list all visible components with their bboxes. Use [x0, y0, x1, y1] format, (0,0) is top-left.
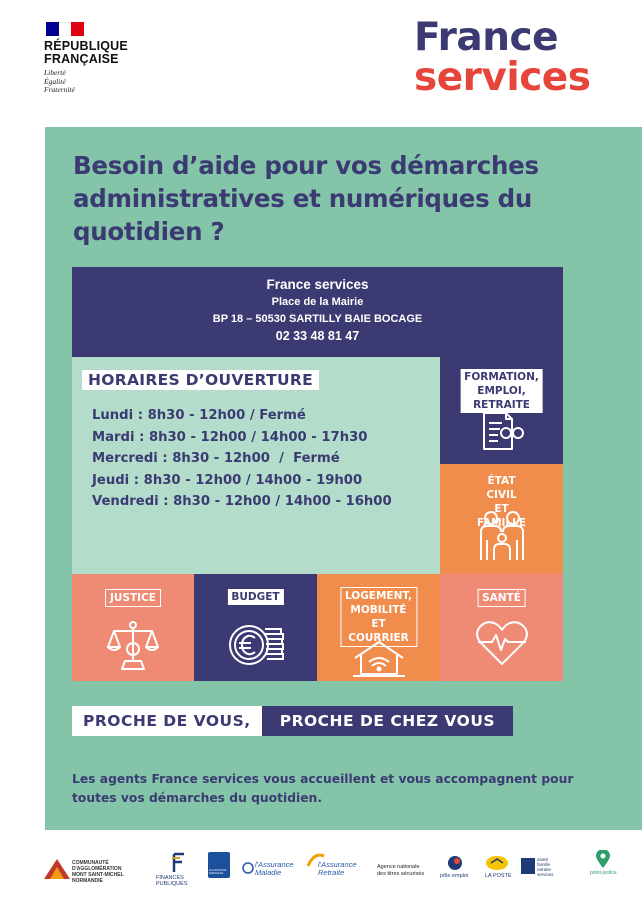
- brand-france: France: [414, 15, 559, 60]
- service-label-formation: FORMATION, EMPLOI, RETRAITE: [460, 369, 543, 413]
- contact-phone: 02 33 48 81 47: [275, 329, 360, 343]
- service-tile-etat-civil: [440, 464, 563, 574]
- hours-line: Mercredi : 8h30 - 12h00 / Fermé: [92, 451, 340, 466]
- hours-line: Vendredi : 8h30 - 12h00 / 14h00 - 16h00: [92, 494, 392, 509]
- partner-pe-text: pôle emploi: [440, 873, 469, 879]
- brand-services: services: [414, 55, 591, 100]
- partner-ants: [377, 848, 435, 888]
- opening-hours-title: HORAIRES D’OUVERTURE: [82, 370, 319, 390]
- partner-ar-text: l'Assurance Retraite: [318, 860, 357, 877]
- service-label-logement: LOGEMENT, MOBILITÉ ET COURRIER: [340, 587, 417, 647]
- family-icon: [477, 510, 527, 562]
- slogan-part-1: PROCHE DE VOUS,: [72, 706, 262, 736]
- service-tile-sante: [440, 574, 563, 681]
- partner-la-poste: [481, 848, 515, 888]
- document-glasses-icon: [478, 409, 526, 453]
- hours-line: Lundi : 8h30 - 12h00 / Fermé: [92, 408, 306, 423]
- service-tile-budget: [194, 574, 317, 681]
- partner-pj-text: point-justice: [590, 870, 617, 876]
- mont-saint-michel-logo-icon: [44, 857, 70, 879]
- partner-ants-text: Agence nationale des titres sécurisés: [377, 864, 425, 877]
- point-justice-icon: [596, 850, 610, 868]
- opening-hours-box: [72, 357, 440, 574]
- heart-pulse-icon: [474, 620, 530, 666]
- france-services-logo: [414, 15, 591, 100]
- la-poste-icon: [486, 856, 508, 870]
- partner-assurance-maladie: [242, 848, 302, 888]
- marianne-icon: [170, 852, 186, 872]
- contact-name: France services: [266, 277, 369, 292]
- partner-caf: [208, 848, 230, 888]
- contact-address-1: Place de la Mairie: [271, 296, 364, 308]
- service-label-justice: JUSTICE: [105, 589, 161, 607]
- slogan-part-2: PROCHE DE CHEZ VOUS: [262, 706, 513, 736]
- partner-point-justice: [584, 848, 624, 888]
- partner-msa-text: santé famille retraite services: [537, 857, 554, 877]
- service-tile-logement: [317, 574, 440, 681]
- partner-logos: [44, 848, 624, 888]
- opening-hours-list: [92, 405, 392, 513]
- partner-finances-text: FINANCES PUBLIQUES: [156, 875, 188, 887]
- house-wifi-icon: [351, 640, 407, 678]
- euro-coins-icon: [227, 617, 285, 669]
- hours-line: Jeudi : 8h30 - 12h00 / 14h00 - 19h00: [92, 472, 363, 488]
- msa-logo-icon: [521, 858, 535, 874]
- french-flag-icon: [46, 22, 84, 36]
- assurance-maladie-icon: [242, 862, 254, 874]
- partner-msa: [521, 848, 571, 888]
- contact-address-2: BP 18 – 50530 SARTILLY BAIE BOCAGE: [212, 312, 423, 325]
- service-tile-formation: [440, 357, 563, 464]
- partner-la-poste-text: LA POSTE: [485, 873, 512, 879]
- service-label-sante: SANTÉ: [477, 589, 526, 607]
- republique-motto: Liberté Égalité Fraternité: [44, 68, 75, 94]
- partner-finances-publiques: [156, 848, 214, 888]
- service-tile-justice: [72, 574, 194, 681]
- footer-message: Les agents France services vous accueillent et vous accompagnent pour toutes vos démarches du quotidien.: [72, 772, 574, 805]
- main-panel: [45, 127, 642, 830]
- partner-msm-text: COMMUNAUTÉ D'AGGLOMÉRATION MONT SAINT-MICHEL NORMANDIE: [72, 860, 124, 884]
- headline: Besoin d’aide pour vos démarches administratives et numériques du quotidien ?: [73, 151, 539, 246]
- hours-line: Mardi : 8h30 - 12h00 / 14h00 - 17h30: [92, 429, 368, 445]
- republique-francaise-logo: [44, 22, 154, 95]
- partner-pole-emploi: [437, 848, 473, 888]
- contact-box: [72, 267, 563, 357]
- pole-emploi-icon: [447, 855, 463, 871]
- partner-mont-saint-michel: [44, 848, 139, 888]
- partner-assurance-retraite: [306, 848, 374, 888]
- service-label-etat-civil: ÉTAT CIVIL ET FAMILLE: [476, 475, 526, 529]
- scales-icon: [106, 619, 160, 671]
- republique-title: RÉPUBLIQUE FRANÇAISE: [44, 39, 128, 66]
- slogan-banner: [72, 706, 513, 736]
- partner-am-text: l'Assurance Maladie: [255, 860, 294, 877]
- partner-caf-text: ALLOCATIONS FAMILIALES: [209, 869, 227, 875]
- service-label-budget: BUDGET: [227, 589, 283, 605]
